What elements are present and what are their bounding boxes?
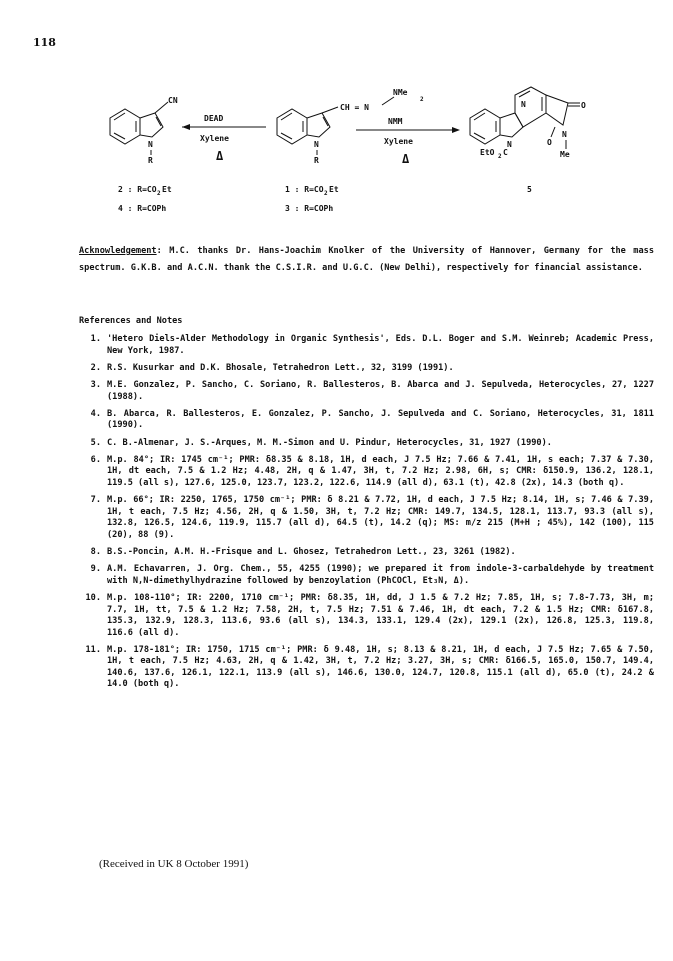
arrow-left [182,114,266,163]
reference-item: 5. C. B.-Almenar, J. S.-Arques, M. M.-Simon and U. Pindur, Heterocycles, 31, 1927 (1990). [90,437,552,448]
label-compound-1-tail: Et [329,185,339,194]
svg-text:2: 2 [324,190,328,197]
label-compound-5: 5 [527,185,532,194]
svg-text:2: 2 [420,96,424,103]
received-date: (Received in UK 8 October 1991) [99,858,249,870]
reference-item: 2. R.S. Kusurkar and D.K. Bhosale, Tetrahedron Lett., 32, 3199 (1991). [90,362,454,373]
heat-right-label: Δ [402,152,410,166]
reference-item: 8. B.S.-Poncin, A.M. H.-Frisque and L. Ghosez, Tetrahedron Lett., 23, 3261 (1982). [90,547,516,558]
n-label-2: N [148,140,153,149]
reference-item: 4. B. Abarca, R. Ballesteros, E. Gonzalez, P. Sancho, J. Sepulveda and C. Soriano, Heterocycles, 31, 1811 (1990). [90,408,654,431]
acknowledgement-text: : M.C. thanks Dr. Hans-Joachim Knolker of the University of Hannover, Germany for the mass spectrum. G.K.B. and A.C.N. thank the C.S.I.R. and U.G.C. (New Delhi), respectively for financial assistance. [79,246,654,273]
label-compound-4: 4 : R=COPh [118,204,167,213]
dead-label: DEAD [204,114,224,123]
xylene-left-label: Xylene [200,134,229,143]
n-label-5: N [507,140,512,149]
ch-n-label: CH = N [340,103,369,112]
label-compound-3: 3 : R=COPh [285,204,334,213]
label-compound-1: 1 : R=CO [285,185,324,194]
reference-item: 10. M.p. 108-110°; IR: 2200, 1710 cm⁻¹; PMR: δ8.35, 1H, dd, J 1.5 & 7.2 Hz; 7.85, 1H, s; 7.8-7.73, 3H, m; 7.7, 1H, tt, 7.5 & 1.2 Hz; 7.58, 2H, t, 7.5 Hz; 7.51 & 7.46, 1H, dt each, 7.2 & 1.5 Hz; CMR: δ167.8, 135.3, 132.9, 128.3, 113.6, 93.6 (all s), 134.3, 133.1, 129.4 (2x), 129.1 (2x), 126.8, 125.3, 119.8, 116.6 (all d). [85,593,654,638]
acknowledgement-heading: Acknowledgement [79,246,157,256]
me-label: Me [560,150,570,159]
references-heading: References and Notes [79,316,183,326]
n-label-5-imide: N [562,130,567,139]
compound-2-structure [110,96,178,165]
reference-item: 6. M.p. 84°; IR: 1745 cm⁻¹; PMR: δ8.35 & 8.18, 1H, d each, J 7.5 Hz; 7.66 & 7.41, 1H, s each; 7.37 & 7.30, 1H, dt each, 7.5 & 1.2 Hz; 4.48, 2H, q & 1.47, 3H, t, 7.2 Hz; 2.98, 6H, s; CMR: δ150.9, 136.2, 128.1, 119.5 (all s), 127.6, 125.0, 123.7, 123.2, 122.6, 114.9 (all d), 63.1 (t), 42.8 (2x), 14.3 (both q). [90,454,654,488]
n-label-5-ring: N [521,100,526,109]
nmm-label: NMM [388,117,403,126]
reaction-scheme [0,75,673,225]
o-label-top: O [581,101,586,110]
reference-item: 9. A.M. Echavarren, J. Org. Chem., 55, 4255 (1990); we prepared it from indole-3-carbaldehyde by treatment with N,N-dimethylhydrazine followed by benzoylation (PhCOCl, Et₃N, Δ). [90,564,654,586]
svg-text:2: 2 [498,153,502,160]
etoc-label: EtO [480,148,495,157]
acknowledgement [79,243,654,276]
label-compound-2-tail: Et [162,185,172,194]
o-label-bottom: O [547,138,552,147]
r-label-2: R [148,156,153,165]
reference-item: 7. M.p. 66°; IR: 2250, 1765, 1750 cm⁻¹; PMR: δ 8.21 & 7.72, 1H, d each, J 7.5 Hz; 8.14, 1H, s; 7.46 & 7.39, 1H, t each, 7.5 Hz; 4.56, 2H, q & 1.50, 3H, t, 7.2 Hz; CMR: 149.7, 134.5, 128.1, 113.7, 93.3 (all s), 132.8, 126.5, 124.6, 119.9, 115.7 (all d), 64.5 (t), 14.2 (q); MS: m/z 215 (M+H ; 45%), 142 (100), 115 (20), 88 (9). [90,495,654,540]
references-list [79,334,654,697]
nme2-label: NMe [393,88,408,97]
heat-left-label: Δ [216,149,224,163]
r-label-1: R [314,156,319,165]
page-number: 118 [33,36,56,49]
xylene-right-label: Xylene [384,137,413,146]
reference-item: 1. 'Hetero Diels-Alder Methodology in Organic Synthesis', Eds. D.L. Boger and S.M. Weinreb; Academic Press, New York, 1987. [90,334,654,356]
n-label-1: N [314,140,319,149]
arrow-right [356,117,460,166]
cn-label: CN [168,96,178,105]
reference-item: 11. M.p. 178-181°; IR: 1750, 1715 cm⁻¹; PMR: δ 9.48, 1H, s; 8.13 & 8.21, 1H, d each, J 7.5 Hz; 7.65 & 7.50, 1H, t each, 7.5 Hz; 4.63, 2H, q & 1.42, 3H, t, 7.2 Hz; 3.27, 3H, s; CMR: δ166.5, 165.0, 150.7, 149.4, 140.6, 137.6, 126.1, 122.1, 113.9 (all s), 146.6, 130.0, 124.7, 120.8, 115.1 (all d), 65.0 (t), 24.2 & 14.0 (both q). [85,644,654,690]
label-compound-2: 2 : R=CO [118,185,157,194]
compound-5-structure [470,87,586,160]
svg-text:C: C [503,148,508,157]
reference-item: 3. M.E. Gonzalez, P. Sancho, C. Soriano, R. Ballesteros, B. Abarca and J. Sepulveda, Heterocycles, 27, 1227 (1988). [90,380,654,402]
svg-text:2: 2 [157,190,161,197]
